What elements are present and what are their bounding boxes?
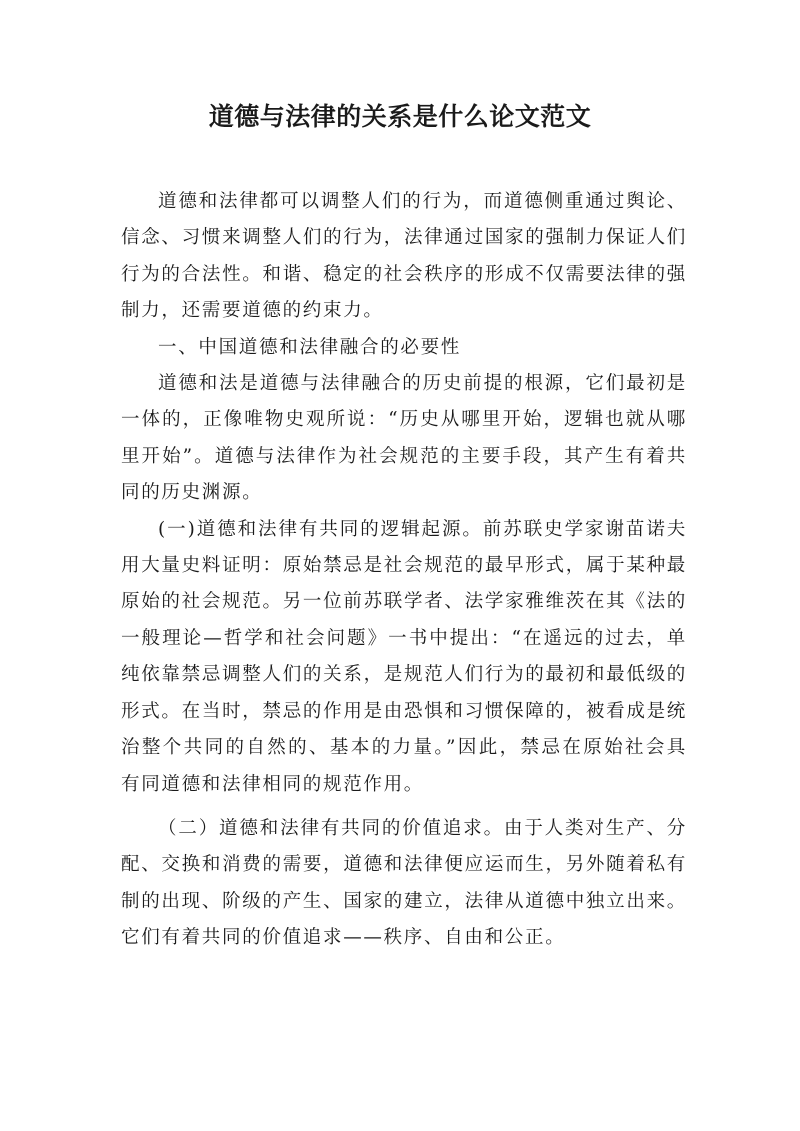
paragraph-intro: 道德和法律都可以调整人们的行为，而道德侧重通过舆论、信念、习惯来调整人们的行为，法律通过国家的强制力保证人们行为的合法性。和谐、稳定的社会秩序的形成不仅需要法律的强制力，还需要道德的约束力。 (121, 191, 687, 322)
paragraph-origin: 道德和法是道德与法律融合的历史前提的根源，它们最初是一体的，正像唯物史观所说：“历史从哪里开始，逻辑也就从哪里开始”。道德与法律作为社会规范的主要手段，其产生有着共同的历史渊源。 (121, 373, 687, 504)
section-heading-necessity: 一、中国道德和法律融合的必要性 (158, 336, 462, 358)
paragraph-logical-origin: (一)道德和法律有共同的逻辑起源。前苏联史学家谢苗诺夫用大量史料证明：原始禁忌是社会规范的最早形式，属于某种最原始的社会规范。另一位前苏联学者、法学家雅维茨在其《法的一般理论—哲学和社会问题》一书中提出：“在遥远的过去，单纯依靠禁忌调整人们的关系，是规范人们行为的最初和最低级的形式。在当时，禁忌的作用是由恐惧和习惯保障的，被看成是统治整个共同的自然的、基本的力量。”因此，禁忌在原始社会具有同道德和法律相同的规范作用。 (121, 518, 687, 795)
paragraph-common-values: （二）道德和法律有共同的价值追求。由于人类对生产、分配、交换和消费的需要，道德和法律便应运而生，另外随着私有制的出现、阶级的产生、国家的建立，法律从道德中独立出来。它们有着共同的价值追求——秩序、自由和公正。 (121, 817, 687, 949)
document-title: 道德与法律的关系是什么论文范文 (208, 102, 592, 131)
document-body (121, 184, 687, 957)
